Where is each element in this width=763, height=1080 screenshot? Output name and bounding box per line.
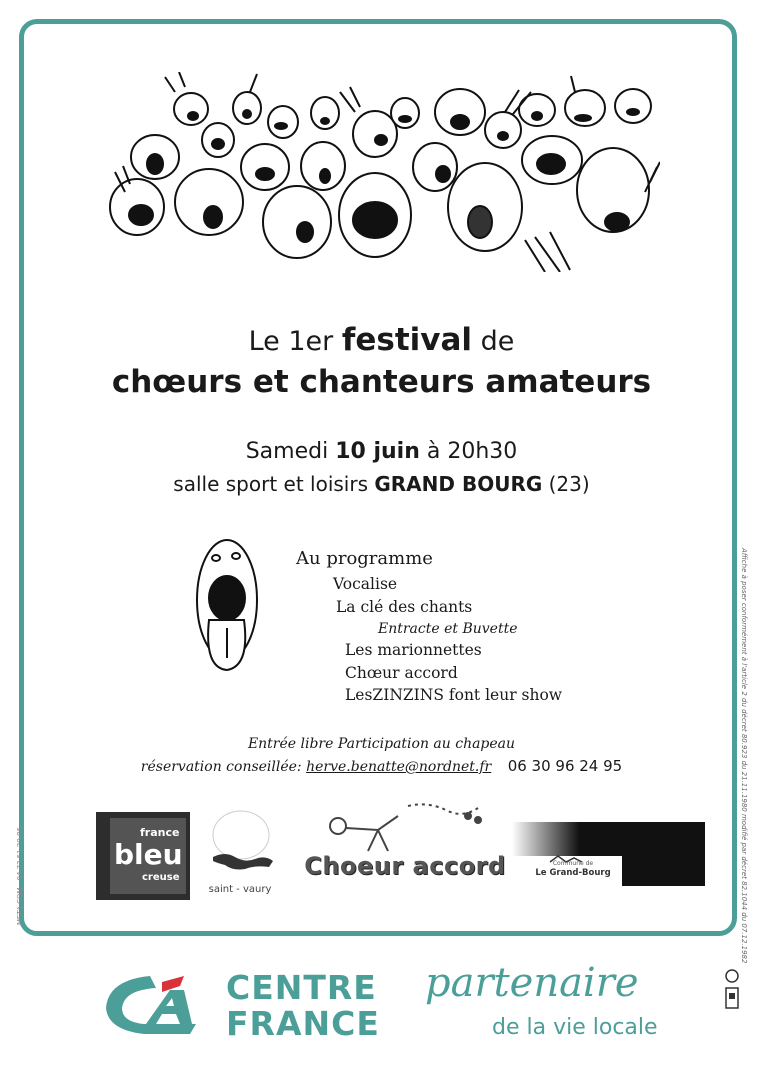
reservation-label: réservation conseillée: xyxy=(140,759,302,775)
date-suffix: à 20h30 xyxy=(426,439,518,464)
program-item: LesZINZINS font leur show xyxy=(345,686,563,704)
title-prefix: Le 1er xyxy=(248,326,334,357)
title-line-1 xyxy=(0,322,763,358)
france-bleu-text-3: creuse xyxy=(142,872,180,883)
event-date xyxy=(0,439,763,464)
venue-suffix: (23) xyxy=(548,472,590,496)
vie-locale-text: de la vie locale xyxy=(492,1015,658,1040)
saint-vaury-text: saint - vaury xyxy=(208,884,272,895)
france-bleu-text-1: france xyxy=(140,826,180,839)
venue-bold: GRAND BOURG xyxy=(374,472,543,496)
title-line-2: chœurs et chanteurs amateurs xyxy=(111,364,652,400)
program-item: Vocalise xyxy=(333,575,398,593)
centre-text: CENTRE xyxy=(226,968,377,1007)
program-heading: Au programme xyxy=(296,548,433,569)
venue-prefix: salle sport et loisirs xyxy=(173,472,368,496)
title-festival: festival xyxy=(341,322,473,358)
program-item-entracte: Entracte et Buvette xyxy=(378,621,518,637)
printer-credit-text: META.COM - 04 73 51 29 86 xyxy=(16,827,24,925)
credit-agricole-logo xyxy=(100,968,202,1038)
singer-face-illustration xyxy=(194,538,260,678)
choeur-accord-figure xyxy=(318,796,488,856)
grand-bourg-small-text: Commune de xyxy=(552,860,594,867)
date-prefix: Samedi xyxy=(245,439,329,464)
entry-info: Entrée libre Participation au chapeau xyxy=(247,736,516,752)
recycling-icon xyxy=(723,968,741,1012)
partenaire-text: partenaire xyxy=(425,960,639,1006)
reservation-info xyxy=(0,757,763,775)
program-item: Chœur accord xyxy=(345,664,458,682)
france-bleu-text-2: bleu xyxy=(114,838,183,871)
date-bold: 10 juin xyxy=(335,439,420,464)
title-suffix: de xyxy=(480,326,515,357)
france-text: FRANCE xyxy=(226,1004,380,1043)
program-item: Les marionnettes xyxy=(345,641,482,659)
choeur-accord-logo-text: Choeur accord xyxy=(304,852,506,880)
reservation-email-link[interactable]: herve.benatte@nordnet.fr xyxy=(306,759,492,775)
singing-faces-illustration xyxy=(105,72,660,272)
reservation-phone: 06 30 96 24 95 xyxy=(507,757,623,775)
program-item: La clé des chants xyxy=(336,598,473,616)
event-venue xyxy=(0,472,763,496)
france-bleu-logo xyxy=(96,812,190,900)
legal-notice-text: Affiche à poser conformément à l'article 2 du décret 80.923 du 21.11.1980 modifié par décret 82.1044 du 07.12.1982 xyxy=(740,548,748,964)
grand-bourg-text: Le Grand-Bourg xyxy=(535,868,611,878)
